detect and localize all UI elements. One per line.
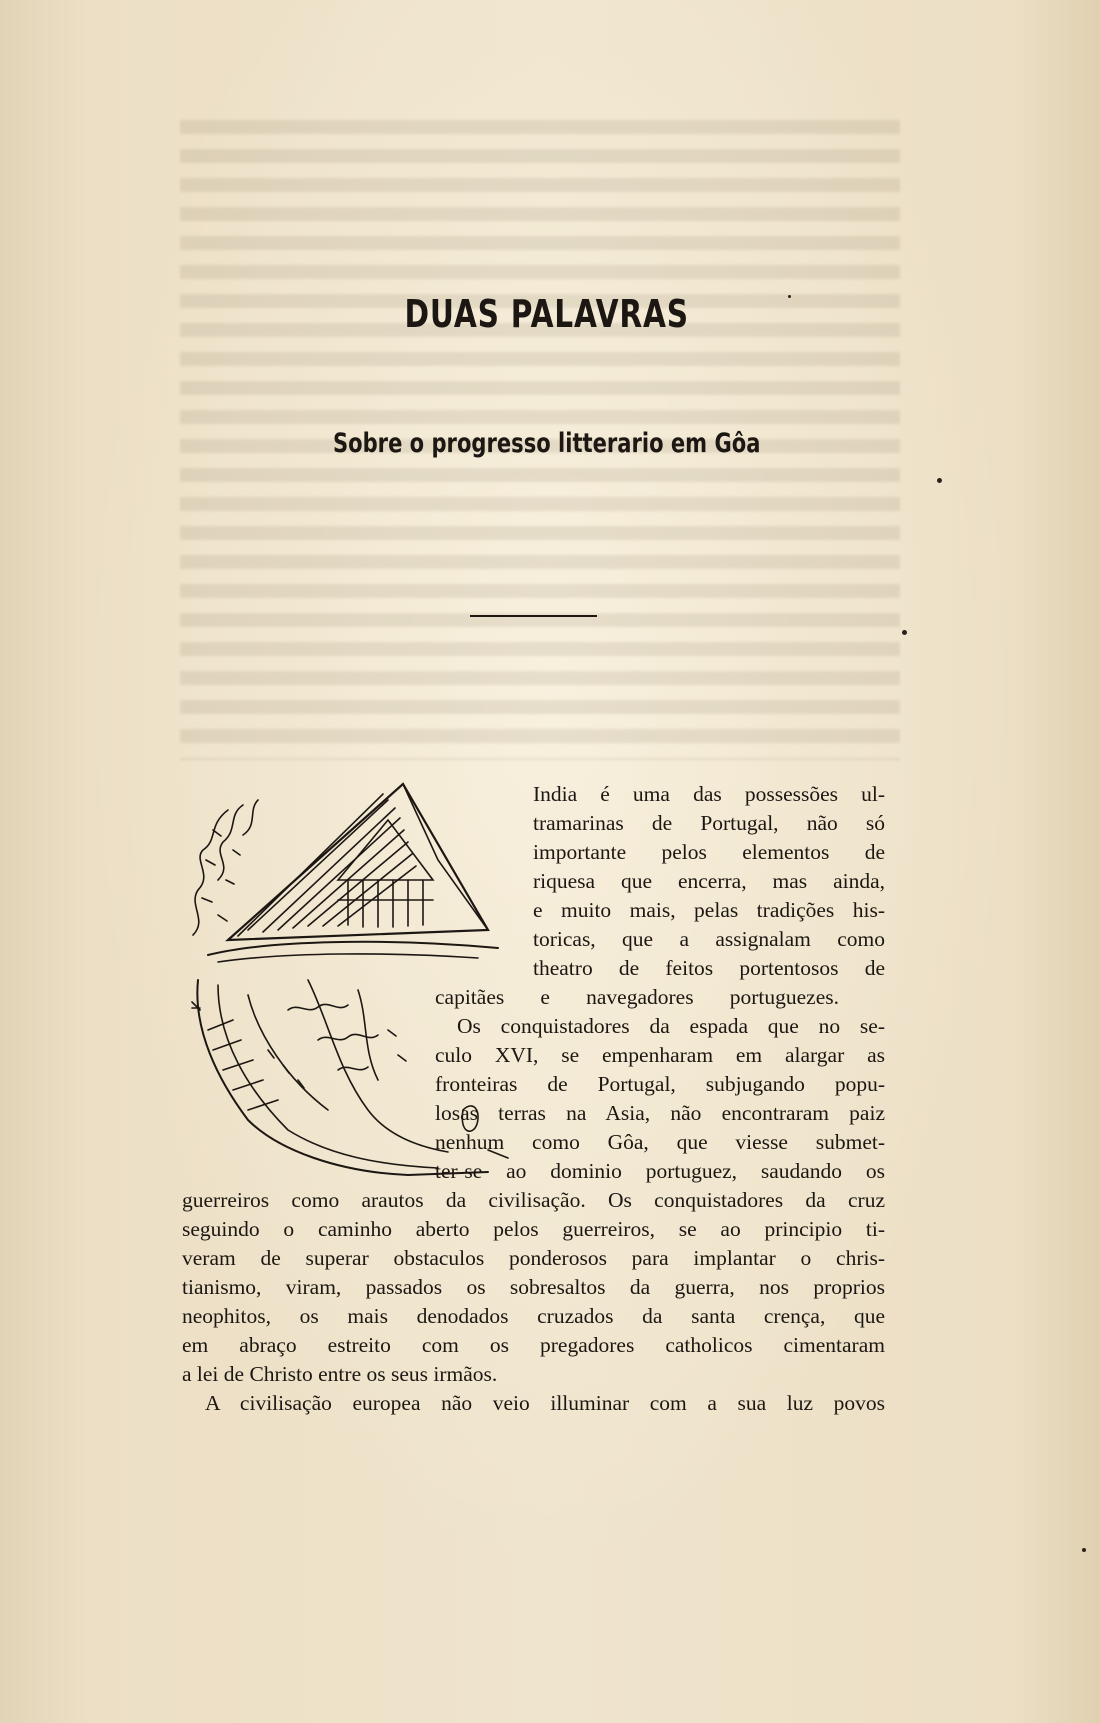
paper-speck xyxy=(902,630,907,635)
text-line: guerreiros como arautos da civilisação. Os conquistadores da cruz xyxy=(182,1188,885,1212)
text-line: veram de superar obstaculos ponderosos para implantar o chris- xyxy=(182,1246,885,1270)
section-divider xyxy=(470,615,597,617)
text-line: India é uma das possessões ul- xyxy=(533,782,885,806)
text-line: e muito mais, pelas tradições his- xyxy=(533,898,885,922)
text-line: Os conquistadores da espada que no se- xyxy=(457,1014,885,1038)
text-line: capitães e navegadores portuguezes. xyxy=(435,985,839,1009)
text-line: em abraço estreito com os pregadores catholicos cimentaram xyxy=(182,1333,885,1357)
page-subtitle: Sobre o progresso litterario em Gôa xyxy=(332,428,761,459)
paper-speck xyxy=(1082,1548,1086,1552)
text-line: tramarinas de Portugal, não só xyxy=(533,811,885,835)
page-title: DUAS PALAVRAS xyxy=(404,292,689,336)
text-line: neophitos, os mais denodados cruzados da santa crença, que xyxy=(182,1304,885,1328)
text-line: riquesa que encerra, mas ainda, xyxy=(533,869,885,893)
text-line: fronteiras de Portugal, subjugando popu- xyxy=(435,1072,885,1096)
text-line: toricas, que a assignalam como xyxy=(533,927,885,951)
text-line: culo XVI, se empenharam em alargar as xyxy=(435,1043,885,1067)
text-line: nenhum como Gôa, que viesse submet- xyxy=(435,1130,885,1154)
text-line: ter-se ao dominio portuguez, saudando os xyxy=(435,1159,885,1183)
paper-speck xyxy=(937,478,942,483)
text-line: seguindo o caminho aberto pelos guerreiros, se ao principio ti- xyxy=(182,1217,885,1241)
text-line: a lei de Christo entre os seus irmãos. xyxy=(182,1362,498,1386)
text-line: theatro de feitos portentosos de xyxy=(533,956,885,980)
text-line: tianismo, viram, passados os sobresaltos da guerra, nos proprios xyxy=(182,1275,885,1299)
text-line: importante pelos elementos de xyxy=(533,840,885,864)
text-line: A civilisação europea não veio illuminar com a sua luz povos xyxy=(205,1391,885,1415)
text-line: losas terras na Asia, não encontraram paiz xyxy=(435,1101,885,1125)
